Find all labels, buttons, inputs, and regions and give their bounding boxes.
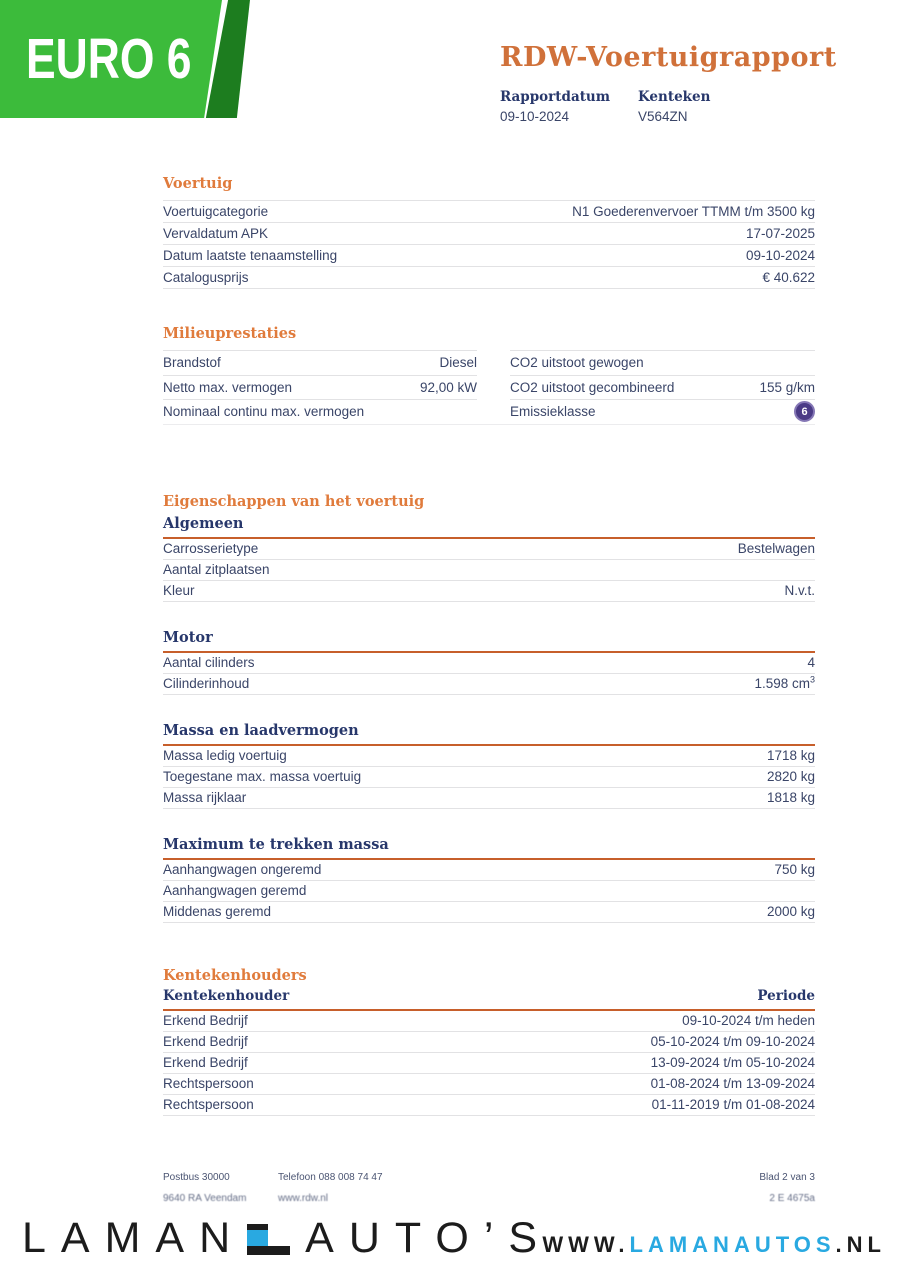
table-row <box>163 1074 815 1095</box>
table-row <box>163 1032 815 1053</box>
column-header-holder: Kentekenhouder <box>163 987 290 1004</box>
table-row <box>163 200 815 222</box>
footer-line-1 <box>163 1172 815 1183</box>
table-row <box>163 266 815 288</box>
row-label: CO2 uitstoot gewogen <box>510 355 644 371</box>
url-brand: LAMANAUTOS <box>629 1232 836 1257</box>
table-row <box>163 674 815 695</box>
table-row <box>163 767 815 788</box>
column-header-period: Periode <box>757 987 815 1004</box>
owner-name: Erkend Bedrijf <box>163 1055 248 1070</box>
vehicle-table <box>163 200 815 289</box>
row-value: 1.598 $cm^3$ <box>754 674 815 691</box>
row-label: Emissieklasse <box>510 404 596 420</box>
row-label: Vervaldatum APK <box>163 226 269 241</box>
section-environment-title: Milieuprestaties <box>163 325 297 342</box>
superscript: 3 <box>809 674 815 685</box>
footer-address-line2: 9640 RA Veendam <box>163 1193 247 1202</box>
row-label: Netto max. vermogen <box>163 379 293 395</box>
row-value: Bestelwagen <box>737 541 815 556</box>
table-row <box>163 539 815 560</box>
euro6-badge-label: EURO 6 <box>26 27 192 91</box>
owner-name: Rechtspersoon <box>163 1076 254 1091</box>
footer-address: Postbus 30000 <box>163 1172 230 1183</box>
row-label: Voertuigcategorie <box>163 204 269 219</box>
table-row <box>163 350 815 375</box>
row-value: 1818 kg <box>766 790 815 805</box>
table-row <box>163 375 815 400</box>
dealer-logo-word-left: LAMAN <box>22 1214 246 1262</box>
row-value: 4 <box>807 655 815 670</box>
row-value: 750 kg <box>774 862 815 877</box>
row-label: Cilinderinhoud <box>163 676 250 691</box>
footer-page-number: Blad 2 van 3 <box>759 1172 815 1183</box>
subsection-engine-title: Motor <box>163 628 815 653</box>
table-row <box>163 244 815 266</box>
row-value: 1718 kg <box>766 748 815 763</box>
report-date-label: Rapportdatum <box>500 89 611 105</box>
table-row <box>163 1095 815 1116</box>
report-body <box>163 175 815 1116</box>
section-environment <box>163 325 815 425</box>
table-row <box>163 560 815 581</box>
table-row <box>163 399 815 424</box>
table-row <box>163 881 815 902</box>
document-footer <box>163 1172 815 1202</box>
row-label: Middenas geremd <box>163 904 272 919</box>
row-label: Carrosserietype <box>163 541 259 556</box>
dealer-logo-word-right: AUTO’S <box>305 1214 553 1262</box>
subsection-mass-title: Massa en laadvermogen <box>163 721 815 746</box>
section-owners <box>163 967 815 1116</box>
table-row <box>163 653 815 674</box>
row-label: Datum laatste tenaamstelling <box>163 248 338 263</box>
owner-period: 01-11-2019 t/m 01-08-2024 <box>651 1097 815 1112</box>
row-label: Brandstof <box>163 355 221 371</box>
table-row <box>163 1053 815 1074</box>
report-date-block <box>500 89 638 124</box>
owner-name: Erkend Bedrijf <box>163 1034 248 1049</box>
row-label: Aanhangwagen geremd <box>163 883 307 898</box>
row-value: 92,00 kW <box>419 379 477 395</box>
row-value: Diesel <box>439 355 477 371</box>
section-owners-title: Kentekenhouders <box>163 966 307 984</box>
footer-line-2-clipped <box>163 1193 815 1202</box>
license-plate-label: Kenteken <box>638 89 711 105</box>
subsection-towing-title: Maximum te trekken massa <box>163 835 815 860</box>
owner-name: Rechtspersoon <box>163 1097 254 1112</box>
section-vehicle-title: Voertuig <box>163 175 233 192</box>
row-value: N1 Goederenvervoer TTMM t/m 3500 kg <box>572 204 815 219</box>
page-title: RDW-Voertuigrapport <box>500 42 837 73</box>
subsection-towing <box>163 835 815 923</box>
table-row <box>163 746 815 767</box>
owner-period: 01-08-2024 t/m 13-09-2024 <box>650 1076 815 1091</box>
row-label: Nominaal continu max. vermogen <box>163 404 365 420</box>
table-row <box>163 902 815 923</box>
subsection-general-title: Algemeen <box>163 514 815 539</box>
row-label: Aantal cilinders <box>163 655 255 670</box>
euro6-badge <box>0 0 252 118</box>
footer-phone: Telefoon 088 008 74 47 <box>278 1172 383 1183</box>
footer-form-code: 2 E 4675a <box>769 1193 815 1202</box>
footer-website: www.rdw.nl <box>278 1193 329 1202</box>
row-label: Kleur <box>163 583 195 598</box>
row-value: 17-07-2025 <box>745 226 815 241</box>
dealer-website-url <box>542 1232 886 1258</box>
url-prefix: WWW. <box>542 1232 630 1257</box>
row-value: N.v.t. <box>784 583 815 598</box>
dealer-logo-mark-icon <box>247 1224 291 1256</box>
row-label: Aantal zitplaatsen <box>163 562 270 577</box>
subsection-general <box>163 514 815 602</box>
environment-table <box>163 350 815 425</box>
owner-name: Erkend Bedrijf <box>163 1013 248 1028</box>
section-properties <box>163 493 815 923</box>
row-label: Toegestane max. massa voertuig <box>163 769 362 784</box>
table-row <box>163 860 815 881</box>
subsection-mass <box>163 721 815 809</box>
section-vehicle <box>163 175 815 289</box>
row-value: 155 g/km <box>759 379 815 395</box>
dealer-brand-bar <box>0 1205 904 1280</box>
table-row <box>163 788 815 809</box>
row-label: Massa ledig voertuig <box>163 748 287 763</box>
row-label: CO2 uitstoot gecombineerd <box>510 379 675 395</box>
row-label: Aanhangwagen ongeremd <box>163 862 322 877</box>
report-date-value: 09-10-2024 <box>500 109 570 124</box>
row-value: 2820 kg <box>766 769 815 784</box>
row-label: Massa rijklaar <box>163 790 247 805</box>
row-value: € 40.622 <box>762 270 815 285</box>
subsection-engine <box>163 628 815 695</box>
row-value: 2000 kg <box>766 904 815 919</box>
owner-period: 09-10-2024 t/m heden <box>682 1013 815 1028</box>
license-plate-block <box>638 89 776 124</box>
url-suffix: .NL <box>835 1232 886 1257</box>
section-properties-title: Eigenschappen van het voertuig <box>163 492 425 510</box>
row-label: Catalogusprijs <box>163 270 249 285</box>
table-row <box>163 222 815 244</box>
emission-class-badge: 6 <box>794 401 815 422</box>
owners-table-header <box>163 988 815 1011</box>
license-plate-value: V564ZN <box>638 109 688 124</box>
row-value: 09-10-2024 <box>745 248 815 263</box>
report-meta <box>500 89 860 124</box>
table-row <box>163 581 815 602</box>
table-row <box>163 1011 815 1032</box>
report-header <box>500 42 860 124</box>
owner-period: 13-09-2024 t/m 05-10-2024 <box>650 1055 815 1070</box>
owner-period: 05-10-2024 t/m 09-10-2024 <box>650 1034 815 1049</box>
dealer-logo <box>22 1215 552 1261</box>
